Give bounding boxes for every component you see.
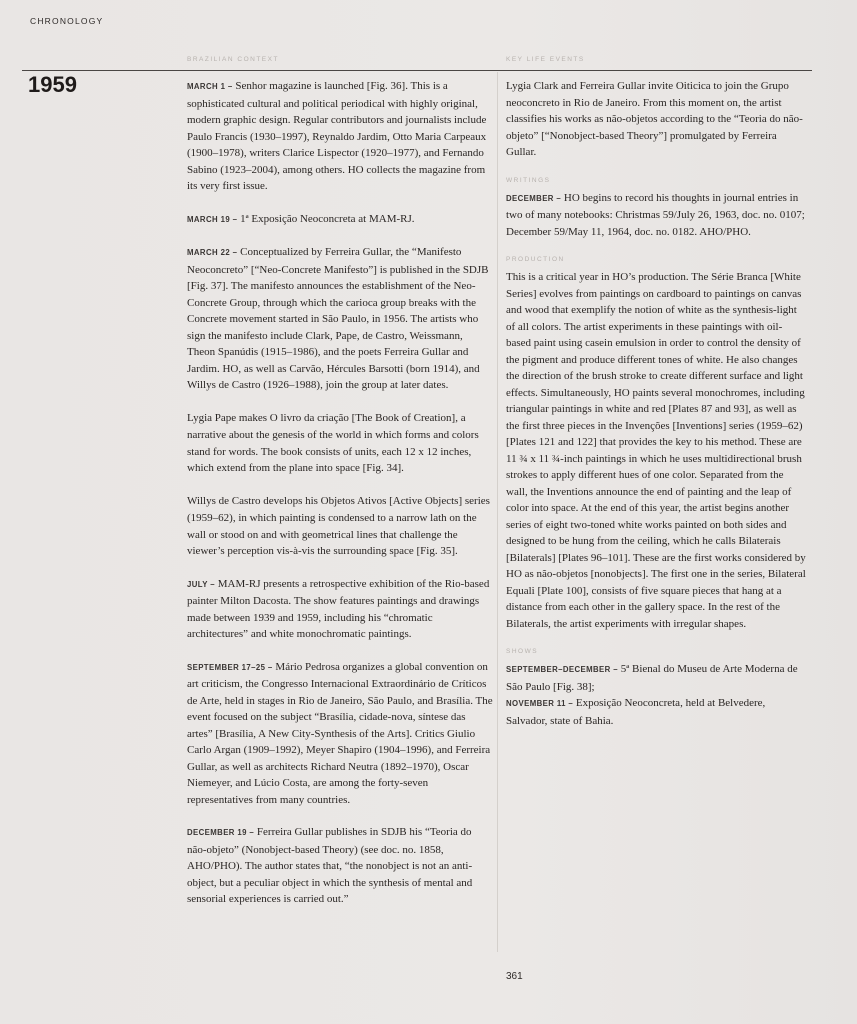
entry-text: Conceptualized by Ferreira Gullar, the “Manifesto Neoconcreto” [“Neo-Concrete Manifesto”] is published in the SDJB [Fig. 37]. The manifesto announces the establishment of the Neo-Concrete Group, through which the carioca group breaks with the Concrete movement started in São Paulo, in 1956. The artists who sign the manifesto include Clark, Pape, de Castro, Weissmann, Theon Spanúdis (1915–1986), and the poets Ferreira Gullar and Jardim. HO, as well as Carvão, Hércules Barsotti (born 1914), and Willys de Castro (1926–1988), join the group at later dates. [187,246,489,391]
entry-text: Willys de Castro develops his Objetos Ativos [Active Objects] series (1959–62), in which painting is condensed to a narrow lath on the wall or stood on and with geometrical lines that challenge the viewer’s perception vis-à-vis the surrounding space [Fig. 35]. [187,494,490,557]
entry-date: MARCH 22 – [187,248,238,257]
entry-december [187,824,493,908]
entry-text: Ferreira Gullar publishes in SDJB his “Teoria do não-objeto” (Nonobject-based Theory) (see doc. no. 1858, AHO/PHO). The author states that, “the nonobject is not an anti-object, but a peculiar object in which the synthesis of mental and sensorial experiences is carried out.” [187,826,473,905]
header-rule [22,70,812,71]
entry-date: DECEMBER 19 – [187,828,255,837]
year-heading: 1959 [28,72,77,97]
entry-date: MARCH 19 – [187,214,238,224]
entry-text: HO begins to record his thoughts in journal entries in two of many notebooks: Christmas 59/July 26, 1963, doc. no. 0107; December 59/May 11, 1964, doc. no. 0182. AHO/PHO. [506,191,805,238]
entry-exposicao [187,211,493,229]
entry-manifesto [187,244,493,394]
production-label: PRODUCTION [506,256,565,263]
writings-entry [506,190,806,241]
column-divider [497,72,498,952]
show-item [506,695,806,729]
production-entry: This is a critical year in HO’s production. The Série Branca [White Series] evolves from paintings on cardboard to paintings on canvas and wood that exemplify the notion of white as the synthesis-light of all colors. The artist experiments in these paintings with oil-based paint using casein emulsion in order to control the density of the pigment and produce different tones of white. He also changes the direction of the brush stroke to create different surface and light effects. Simultaneously, HO paints several monochromes, including triangular paintings in white and red [Plates 87 and 93], as well as the first three pieces in the Invenções [Inventions] series (1959–62) [Plates 121 and 122] that provides the key to his method. These are 11 ¾ x 11 ¾-inch paintings in which he uses multidirectional brush strokes to apply different hues of one color. Separated from the wall, the Inventions announce the end of painting and the leap of color into space. At the end of this year, the artist begins another series of eight two-toned white works painted on both sides and designed to be hung from the ceiling, which he calls Bilaterais [Bilaterals] [Plates 96–101]. These are the first works considered by HO as não-objetos [nonobjects]. The first one in the series, Bilateral Equali [Plate 100], consists of five square pieces that hang at a distance from each other in the gallery space. In the rest of the Bilaterals, the artist experiments with irregular shapes. [506,271,806,630]
shows-label: SHOWS [506,648,539,655]
entry-senhor [187,78,493,195]
entry-text: Senhor magazine is launched [Fig. 36]. This is a sophisticated cultural and political periodical with highly original, modern graphic design. Regular contributors and journalists include Paulo Francis (1930–1997), Reynaldo Jardim, Otto Maria Carpeaux (1900–1978), writers Clarice Lispector (1920–1977), and Fernando Sabino (1923–2004), among others. HO collects the magazine from its very first issue. [187,80,487,192]
entry-date: DECEMBER – [506,193,562,203]
entry-date: JULY – [187,579,215,589]
left-column-label: BRAZILIAN CONTEXT [187,56,279,63]
entry-date: SEPTEMBER–DECEMBER – [506,665,618,674]
intro-entry: Lygia Clark and Ferreira Gullar invite Oiticica to join the Grupo neoconcreto in Rio de Janeiro. From this moment on, the artist classifies his works as não-objetos according to the “Teoria do não-objeto” [“Nonobject-based Theory”] promulgated by Ferreira Gullar. [506,80,803,158]
entry-september [187,659,493,809]
page-number: 361 [506,971,523,982]
entry-text: Lygia Pape makes O livro da criação [The Book of Creation], a narrative about the genesis of the world in which forms and colors stand for words. The book consists of units, each 12 x 12 inches, which extend from the plane into space [Fig. 34]. [187,411,479,474]
running-head: CHRONOLOGY [30,16,104,26]
entry-castro [187,493,493,560]
writings-label: WRITINGS [506,176,551,184]
entry-text: 1ª Exposição Neoconcreta at MAM-RJ. [240,212,415,225]
entry-date: NOVEMBER 11 – [506,699,574,708]
entry-text: MAM-RJ presents a retrospective exhibition of the Rio-based painter Milton Dacosta. The show features paintings and drawings made between 1939 and 1959, including his “chromatic architectures” and white monochromatic paintings. [187,577,490,640]
entry-text: 5ª Bienal do Museu de Arte Moderna de São Paulo [Fig. 38]; [506,663,798,693]
entry-july [187,576,493,643]
entry-text: Exposição Neoconcreta, held at Belvedere, Salvador, state of Bahia. [506,697,766,727]
brazilian-context-column [187,78,493,924]
show-item [506,661,806,695]
entry-text: Mário Pedrosa organizes a global convention on art criticism, the Congresso Internacional Extraordinário de Críticos de Arte, held in stages in Rio de Janeiro, São Paulo, and Brasília. The event focused on the subject “Brasília, cidade-nova, síntese das artes” [Brasília, A New City-Synthesis of the Arts]. Critics Giulio Carlo Argan (1909–1992), Meyer Shapiro (1904–1996), and Ferreira Gullar, as well as architects Richard Neutra (1892–1970), Oscar Niemeyer, and Lúcio Costa, are among the forty-seven representatives from many countries. [187,660,493,806]
key-life-events-column [506,78,806,745]
entry-date: SEPTEMBER 17–25 – [187,662,273,672]
entry-date: MARCH 1 – [187,82,233,91]
right-column-label: KEY LIFE EVENTS [506,56,585,63]
entry-pape [187,410,493,477]
